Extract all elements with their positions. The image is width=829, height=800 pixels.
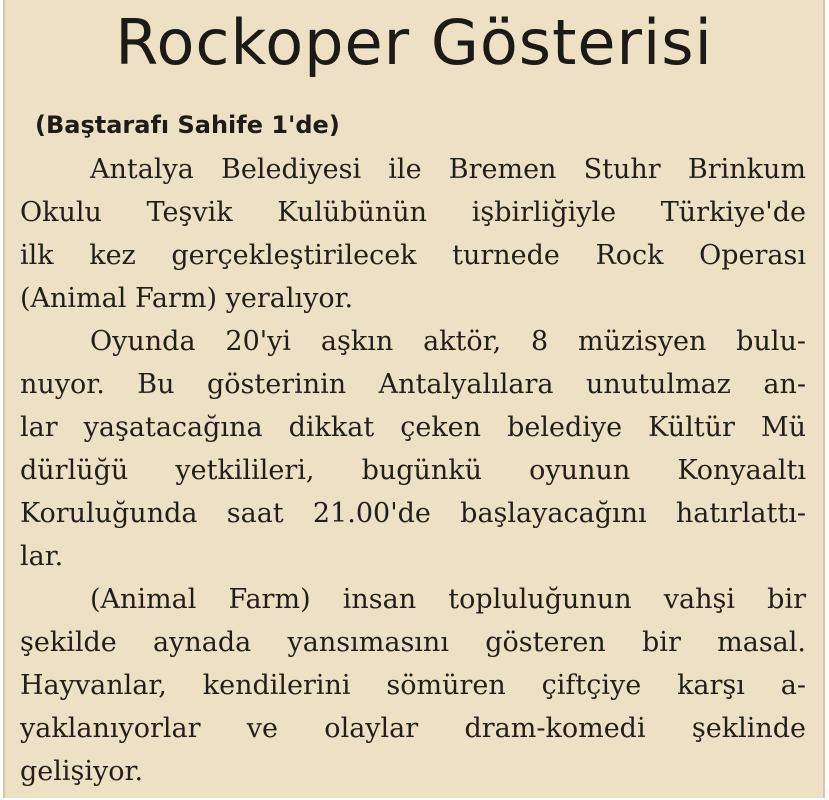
article-line: Oyunda 20'yi aşkın aktör, 8 müzisyen bulu-	[90, 326, 806, 357]
article-line: (Animal Farm) yeralıyor.	[20, 283, 354, 314]
article-line: nuyor. Bu gösterinin Antalyalılara unutulmaz an-	[20, 369, 806, 400]
newspaper-clipping	[3, 0, 825, 798]
article-body	[20, 148, 806, 793]
continuation-note: (Baştarafı Sahife 1'de)	[35, 111, 340, 139]
article-line: lar yaşatacağına dikkat çeken belediye Kültür Mü	[20, 412, 806, 443]
article-line: yaklanıyorlar ve olaylar dram-komedi şeklinde	[20, 713, 806, 744]
article-line: dürlüğü yetkilileri, bugünkü oyunun Konyaaltı	[20, 455, 806, 486]
article-line: gelişiyor.	[20, 756, 144, 787]
article-line: Okulu Teşvik Kulübünün işbirliğiyle Türkiye'de	[20, 197, 806, 228]
article-line: Koruluğunda saat 21.00'de başlayacağını hatırlattı-	[20, 498, 806, 529]
article-line: Antalya Belediyesi ile Bremen Stuhr Brinkum	[90, 154, 806, 185]
article-line: şekilde aynada yansımasını gösteren bir masal.	[20, 627, 806, 658]
article-line: Hayvanlar, kendilerini sömüren çiftçiye karşı a-	[20, 670, 806, 701]
article-line: (Animal Farm) insan topluluğunun vahşi bir	[90, 584, 806, 615]
headline: Rockoper Gösterisi	[115, 6, 713, 79]
article-line: lar.	[20, 541, 64, 572]
article-line: ilk kez gerçekleştirilecek turnede Rock Operası	[20, 240, 806, 271]
